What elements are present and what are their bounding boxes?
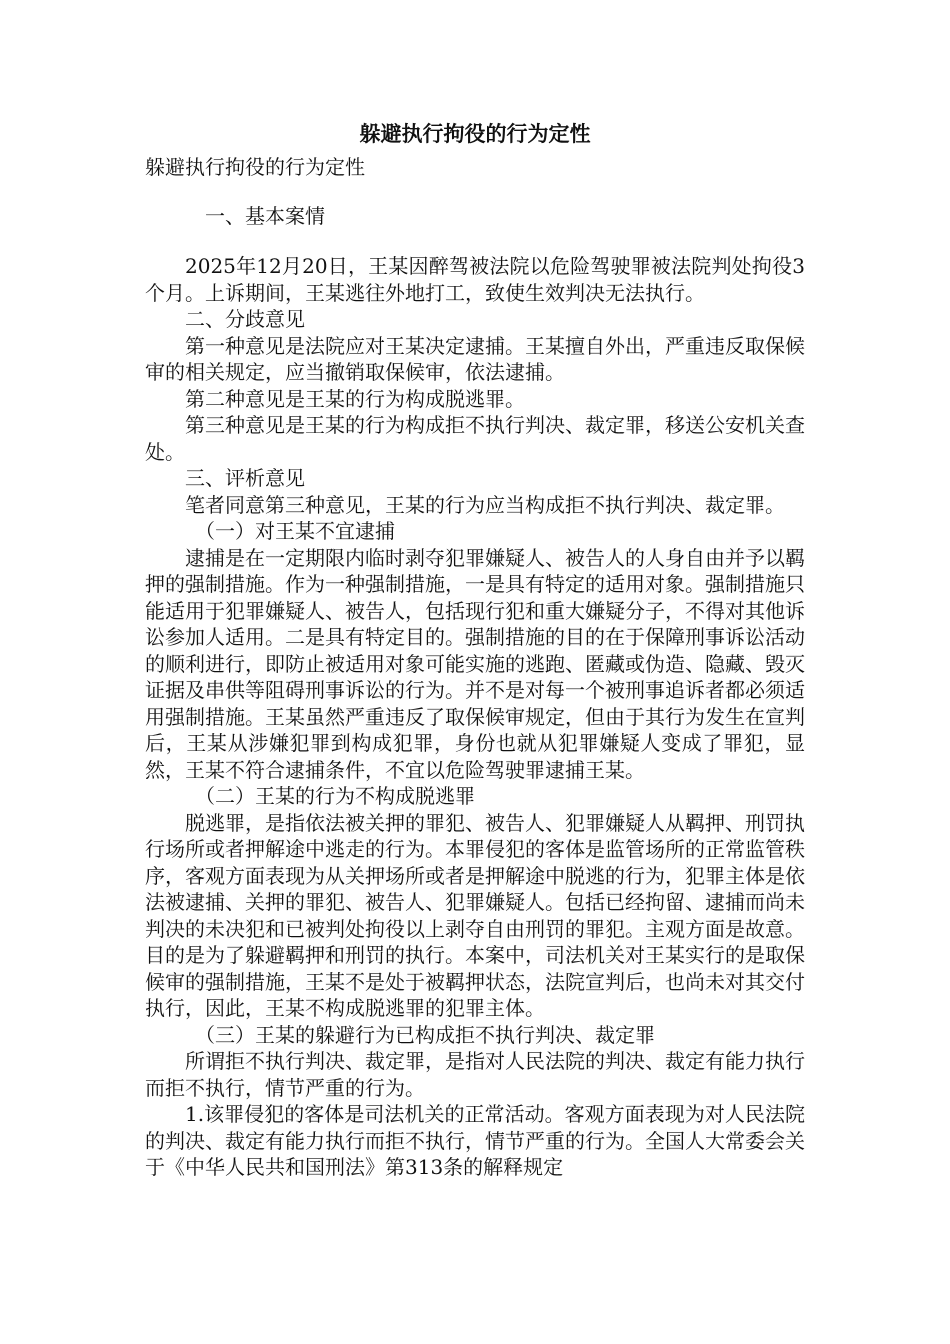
paragraph: 1.该罪侵犯的客体是司法机关的正常活动。客观方面表现为对人民法院的判决、裁定有能力执行而拒不执行，情节严重的行为。全国人大常委会关于《中华人民共和国刑法》第313条的解释规定: [145, 1102, 805, 1179]
paragraph: 2025年12月20日，王某因醉驾被法院以危险驾驶罪被法院判处拘役3个月。上诉期间，王某逃往外地打工，致使生效判决无法执行。: [145, 254, 805, 305]
paragraph: 脱逃罪，是指依法被关押的罪犯、被告人、犯罪嫌疑人从羁押、刑罚执行场所或者押解途中逃走的行为。本罪侵犯的客体是监管场所的正常监管秩序，客观方面表现为从关押场所或者是押解途中脱逃的行为，犯罪主体是依法被逮捕、关押的罪犯、被告人、犯罪嫌疑人。包括已经拘留、逮捕而尚未判决的未决犯和已被判处拘役以上剥夺自由刑罚的罪犯。主观方面是故意。目的是为了躲避羁押和刑罚的执行。本案中，司法机关对王某实行的是取保候审的强制措施，王某不是处于被羁押状态，法院宣判后，也尚未对其交付执行，因此，王某不构成脱逃罪的犯罪主体。: [145, 810, 805, 1020]
subsection-heading: （二）王某的行为不构成脱逃罪: [195, 784, 475, 808]
paragraph: 第一种意见是法院应对王某决定逮捕。王某擅自外出，严重违反取保候审的相关规定，应当撤销取保候审，依法逮捕。: [145, 333, 805, 384]
section-heading-analysis: 三、评析意见: [185, 466, 305, 490]
document-subtitle: 躲避执行拘役的行为定性: [145, 155, 365, 179]
section-heading-case: 一、基本案情: [205, 203, 325, 228]
paragraph: 笔者同意第三种意见，王某的行为应当构成拒不执行判决、裁定罪。: [185, 492, 785, 517]
section-heading-opinions: 二、分歧意见: [185, 307, 305, 331]
subsection-heading: （三）王某的躲避行为已构成拒不执行判决、裁定罪: [195, 1022, 655, 1047]
paragraph: 逮捕是在一定期限内临时剥夺犯罪嫌疑人、被告人的人身自由并予以羁押的强制措施。作为一种强制措施，一是具有特定的适用对象。强制措施只能适用于犯罪嫌疑人、被告人，包括现行犯和重大嫌疑分子，不得对其他诉讼参加人适用。二是具有特定目的。强制措施的目的在于保障刑事诉讼活动的顺利进行，即防止被适用对象可能实施的逃跑、匿藏或伪造、隐藏、毁灭证据及串供等阻碍刑事诉讼的行为。并不是对每一个被刑事追诉者都必须适用强制措施。王某虽然严重违反了取保候审规定，但由于其行为发生在宣判后，王某从涉嫌犯罪到构成犯罪，身份也就从犯罪嫌疑人变成了罪犯，显然，王某不符合逮捕条件，不宜以危险驾驶罪逮捕王某。: [145, 545, 805, 782]
paragraph: 第三种意见是王某的行为构成拒不执行判决、裁定罪，移送公安机关查处。: [145, 413, 805, 464]
paragraph: 所谓拒不执行判决、裁定罪，是指对人民法院的判决、裁定有能力执行而拒不执行，情节严重的行为。: [145, 1049, 805, 1100]
subsection-heading: （一）对王某不宜逮捕: [195, 519, 395, 543]
paragraph: 第二种意见是王某的行为构成脱逃罪。: [185, 386, 525, 411]
document-title: 躲避执行拘役的行为定性: [359, 121, 591, 146]
document-page: [145, 118, 805, 1181]
